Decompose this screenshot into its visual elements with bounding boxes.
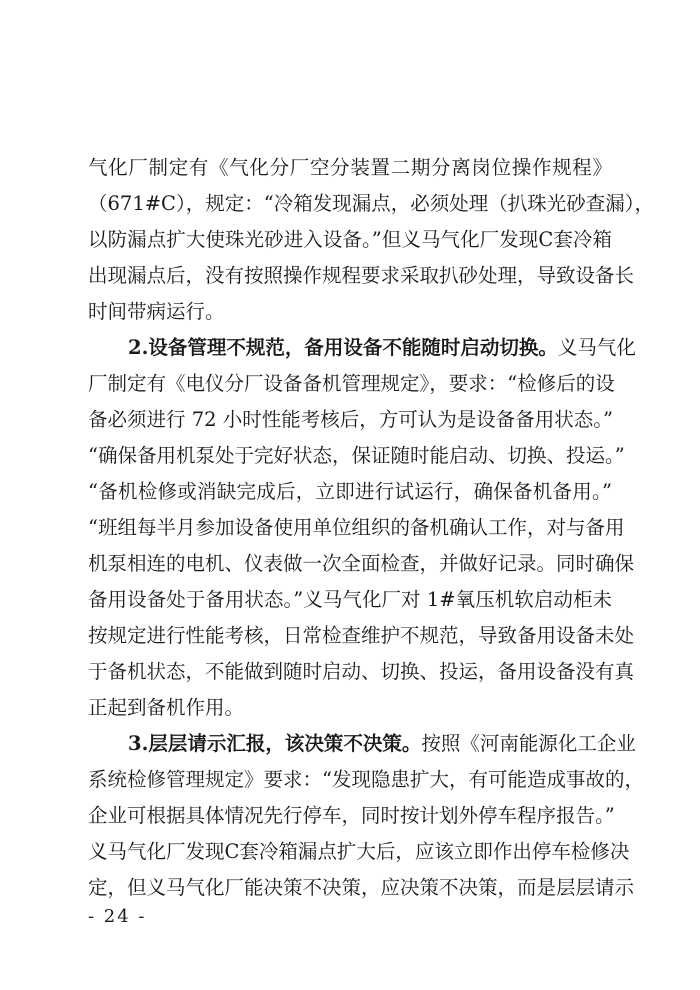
paragraph-1 xyxy=(88,150,654,330)
paragraph-2-line-7: 机泵相连的电机、仪表做一次全面检查，并做好记录。同时确保 xyxy=(88,552,635,575)
paragraph-2 xyxy=(88,330,636,726)
paragraph-2-heading: 2.设备管理不规范，备用设备不能随时启动切换。 xyxy=(128,336,558,359)
paragraph-1-line-4: 出现漏点后，没有按照操作规程要求采取扒砂处理，导致设备长 xyxy=(88,264,635,287)
paragraph-1-line-5: 时间带病运行。 xyxy=(88,300,225,323)
paragraph-2-line-5: “备机检修或消缺完成后，立即进行试运行，确保备机备用。” xyxy=(88,480,612,503)
paragraph-2-line-4: “确保备用机泵处于完好状态，保证随时能启动、切换、投运。” xyxy=(88,444,625,467)
paragraph-3-line-3: 企业可根据具体情况先行停车，同时按计划外停车程序报告。” xyxy=(88,804,615,827)
page-number: - 24 - xyxy=(88,906,147,927)
paragraph-2-line-2: 厂制定有《电仪分厂设备备机管理规定》，要求：“检修后的设 xyxy=(88,372,615,395)
paragraph-3-first-line-rest: 按照《河南能源化工企业 xyxy=(421,732,636,755)
paragraph-3-first-line xyxy=(88,726,636,762)
paragraph-3-line-4: 义马气化厂发现C套冷箱漏点扩大后，应该立即作出停车检修决 xyxy=(88,840,630,863)
paragraph-1-line-2: （671#C），规定：“冷箱发现漏点，必须处理（扒珠光砂查漏）， xyxy=(88,192,654,215)
paragraph-3-line-2: 系统检修管理规定》要求：“发现隐患扩大，有可能造成事故的， xyxy=(88,768,644,791)
paragraph-2-line-3: 备必须进行 72 小时性能考核后，方可认为是设备备用状态。” xyxy=(88,408,613,431)
paragraph-2-line-8: 备用设备处于备用状态。”义马气化厂对 1#氧压机软启动柜未 xyxy=(88,588,612,611)
paragraph-1-line-3: 以防漏点扩大使珠光砂进入设备。”但义马气化厂发现C套冷箱 xyxy=(88,228,612,251)
paragraph-1-line-1: 气化厂制定有《气化分厂空分装置二期分离岗位操作规程》 xyxy=(88,156,612,179)
paragraph-3-line-5: 定，但义马气化厂能决策不决策，应决策不决策，而是层层请示 xyxy=(88,876,635,899)
paragraph-3 xyxy=(88,726,644,906)
paragraph-3-heading: 3.层层请示汇报，该决策不决策。 xyxy=(128,732,422,755)
paragraph-2-line-10: 于备机状态，不能做到随时启动、切换、投运，备用设备没有真 xyxy=(88,660,635,683)
paragraph-2-line-6: “班组每半月参加设备使用单位组织的备机确认工作，对与备用 xyxy=(88,516,625,539)
paragraph-2-line-9: 按规定进行性能考核，日常检查维护不规范，导致备用设备未处 xyxy=(88,624,635,647)
paragraph-2-line-11: 正起到备机作用。 xyxy=(88,696,245,719)
paragraph-2-first-line xyxy=(88,330,636,366)
paragraph-2-first-line-rest: 义马气化 xyxy=(557,336,636,359)
